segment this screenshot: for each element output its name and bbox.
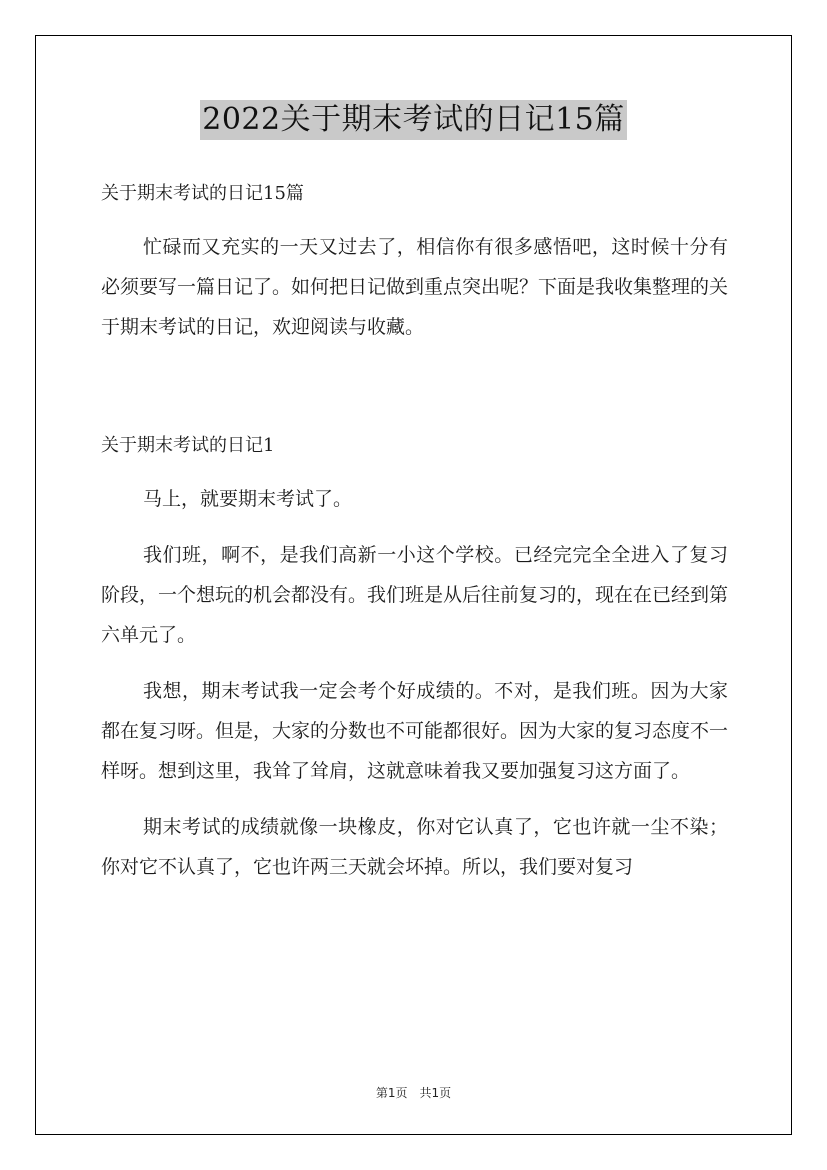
document-body bbox=[101, 174, 728, 887]
body-paragraph: 我们班，啊不，是我们高新一小这个学校。已经完完全全进入了复习阶段，一个想玩的机会都没有。我们班是从后往前复习的，现在在已经到第六单元了。 bbox=[101, 544, 729, 646]
page-footer bbox=[0, 1084, 827, 1101]
section-heading: 关于期末考试的日记1 bbox=[101, 435, 275, 456]
document-subtitle: 关于期末考试的日记15篇 bbox=[101, 183, 304, 204]
body-paragraph: 马上，就要期末考试了。 bbox=[143, 488, 353, 510]
document-title: 2022关于期末考试的日记15篇 bbox=[200, 100, 627, 140]
intro-paragraph: 忙碌而又充实的一天又过去了，相信你有很多感悟吧，这时候十分有必须要写一篇日记了。如何把日记做到重点突出呢？下面是我收集整理的关于期末考试的日记，欢迎阅读与收藏。 bbox=[101, 236, 729, 338]
page-number: 第1页 共1页 bbox=[375, 1086, 452, 1100]
title-container bbox=[0, 100, 827, 140]
body-paragraph: 我想，期末考试我一定会考个好成绩的。不对，是我们班。因为大家都在复习呀。但是，大家的分数也不可能都很好。因为大家的复习态度不一样呀。想到这里，我耸了耸肩，这就意味着我又要加强复习这方面了。 bbox=[101, 680, 729, 782]
body-paragraph: 期末考试的成绩就像一块橡皮，你对它认真了，它也许就一尘不染；你对它不认真了，它也许两三天就会坏掉。所以，我们要对复习 bbox=[101, 816, 728, 878]
